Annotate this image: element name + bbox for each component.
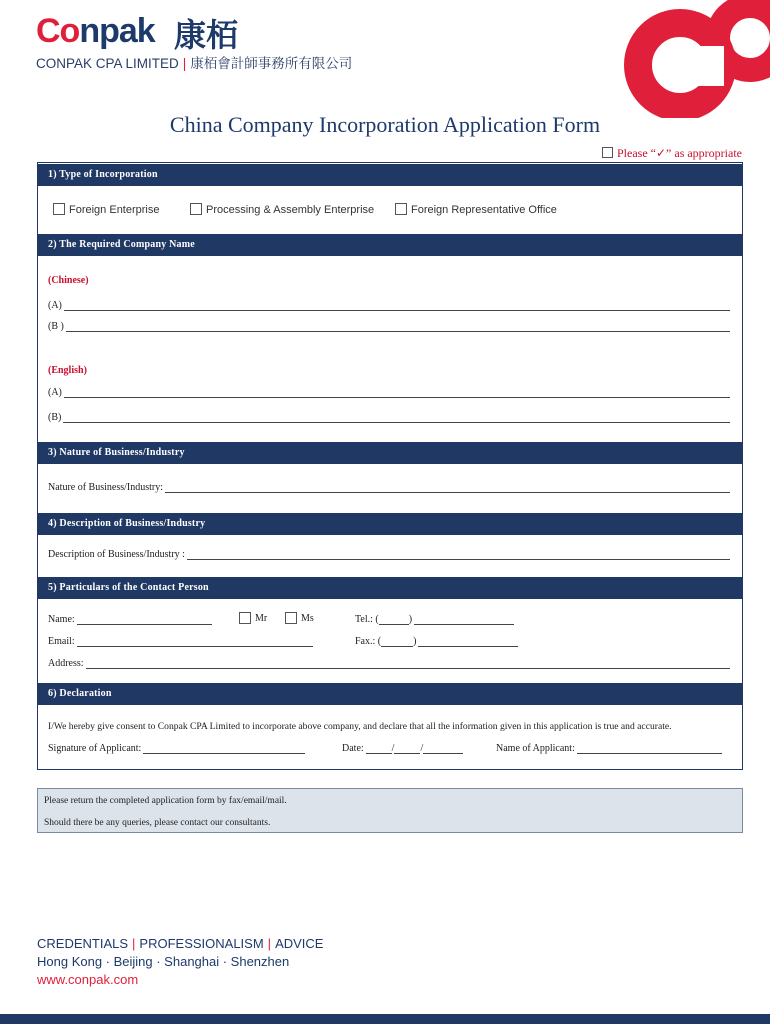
english-name-b-field[interactable]: [63, 414, 730, 423]
field-label: Tel.: (: [355, 614, 379, 625]
description-of-business-field[interactable]: [187, 551, 730, 560]
ms-label: Ms: [301, 613, 314, 624]
checkbox-icon: [602, 147, 613, 158]
section-2-header: 2) The Required Company Name: [37, 234, 743, 256]
tagline-item: ADVICE: [275, 936, 324, 951]
date-separator: /: [391, 743, 395, 754]
date-month-field[interactable]: [391, 743, 420, 754]
chinese-name-a-field[interactable]: [64, 302, 730, 311]
company-subline: [36, 52, 352, 72]
paren-close: ): [413, 636, 417, 647]
chinese-name-a[interactable]: [48, 300, 730, 311]
option-foreign-enterprise[interactable]: [53, 203, 160, 216]
english-name-b[interactable]: [48, 412, 730, 423]
checkbox-icon[interactable]: [190, 203, 202, 215]
date-year-field[interactable]: [423, 745, 463, 754]
logo-text-npak: npak: [79, 12, 155, 50]
separator: |: [267, 936, 272, 951]
declaration-text: I/We hereby give consent to Conpak CPA Limited to incorporate above company, and declare that all the information given in this application is true and accurate.: [48, 721, 672, 732]
logo-text-cjk: 康栢: [174, 16, 239, 54]
title-mr[interactable]: [239, 612, 267, 624]
corner-logo-mark: [610, 0, 770, 118]
contact-address[interactable]: [48, 658, 730, 669]
email-field[interactable]: [77, 638, 313, 647]
separator: |: [182, 56, 187, 71]
date[interactable]: [342, 743, 463, 754]
paren-close: ): [408, 614, 413, 625]
tick-instruction: [602, 146, 742, 161]
field-label: Email:: [48, 636, 75, 647]
fax-area-field[interactable]: [381, 638, 413, 647]
line-label: (A): [48, 387, 62, 398]
chinese-name-b[interactable]: [48, 321, 730, 332]
checkbox-icon[interactable]: [285, 612, 297, 624]
checkbox-icon[interactable]: [53, 203, 65, 215]
line-label: (B): [48, 412, 62, 423]
nature-of-business[interactable]: [48, 482, 730, 493]
company-name-en: CONPAK CPA LIMITED: [36, 56, 179, 71]
chinese-name-b-field[interactable]: [66, 323, 730, 332]
field-label: Name:: [48, 614, 75, 625]
return-note-line-2: Should there be any queries, please contact our consultants.: [44, 818, 271, 828]
company-name-cn: 康栢會計師事務所有限公司: [190, 56, 353, 71]
footer-website-link[interactable]: www.conpak.com: [37, 972, 139, 987]
section-3-header: 3) Nature of Business/Industry: [37, 442, 743, 464]
checkbox-icon[interactable]: [239, 612, 251, 624]
section-4-header: 4) Description of Business/Industry: [37, 513, 743, 535]
address-field[interactable]: [86, 660, 730, 669]
signature-field[interactable]: [143, 745, 305, 754]
field-label: Nature of Business/Industry:: [48, 482, 163, 493]
tel-number-field[interactable]: [414, 616, 514, 625]
logo-text-co: Co: [36, 12, 80, 50]
checkbox-icon[interactable]: [395, 203, 407, 215]
nature-of-business-field[interactable]: [165, 484, 730, 493]
signature[interactable]: [48, 743, 305, 754]
bottom-bar: [0, 1014, 770, 1024]
separator: |: [132, 936, 136, 951]
line-label: (B ): [48, 321, 64, 332]
field-label: Signature of Applicant:: [48, 743, 142, 754]
english-name-a[interactable]: [48, 387, 730, 398]
option-label: Processing & Assembly Enterprise: [206, 204, 375, 216]
section-1-header: 1) Type of Incorporation: [37, 164, 743, 186]
mr-label: Mr: [255, 613, 268, 624]
english-name-a-field[interactable]: [64, 389, 730, 398]
tagline-item: CREDENTIALS: [37, 936, 129, 951]
contact-name-field[interactable]: [77, 616, 212, 625]
section-5-header: 5) Particulars of the Contact Person: [37, 577, 743, 599]
field-label: Fax.: (: [355, 636, 382, 647]
field-label: Address:: [48, 658, 84, 669]
title-ms[interactable]: [285, 612, 314, 624]
contact-fax[interactable]: [355, 636, 518, 647]
date-day-field[interactable]: [366, 745, 392, 754]
tick-instruction-text: Please “✓” as appropriate: [617, 146, 742, 160]
line-label: (A): [48, 300, 62, 311]
name-of-applicant[interactable]: [496, 743, 722, 754]
option-label: Foreign Representative Office: [411, 204, 557, 216]
tel-area-field[interactable]: [379, 616, 409, 625]
option-foreign-representative[interactable]: [395, 203, 557, 216]
contact-tel[interactable]: [355, 614, 514, 625]
field-label: Date:: [342, 743, 364, 754]
fax-number-field[interactable]: [418, 638, 518, 647]
option-processing-assembly[interactable]: [190, 203, 374, 216]
applicant-name-field[interactable]: [577, 745, 722, 754]
tagline-item: PROFESSIONALISM: [139, 936, 264, 951]
chinese-label: (Chinese): [48, 275, 89, 286]
footer-tagline: [37, 936, 323, 951]
field-label: Description of Business/Industry :: [48, 549, 185, 560]
return-note-line-1: Please return the completed application form by fax/email/mail.: [44, 796, 287, 806]
description-of-business[interactable]: [48, 549, 730, 560]
field-label: Name of Applicant:: [496, 743, 575, 754]
form-title: China Company Incorporation Application Form: [169, 112, 601, 137]
contact-email[interactable]: [48, 636, 313, 647]
application-form: [37, 162, 743, 770]
english-label: (English): [48, 365, 87, 376]
option-label: Foreign Enterprise: [69, 204, 160, 216]
return-note: [37, 788, 743, 833]
footer-cities: Hong Kong · Beijing · Shanghai · Shenzhen: [37, 954, 290, 969]
section-6-header: 6) Declaration: [37, 683, 743, 705]
contact-name[interactable]: [48, 614, 212, 625]
date-separator: /: [420, 743, 424, 754]
